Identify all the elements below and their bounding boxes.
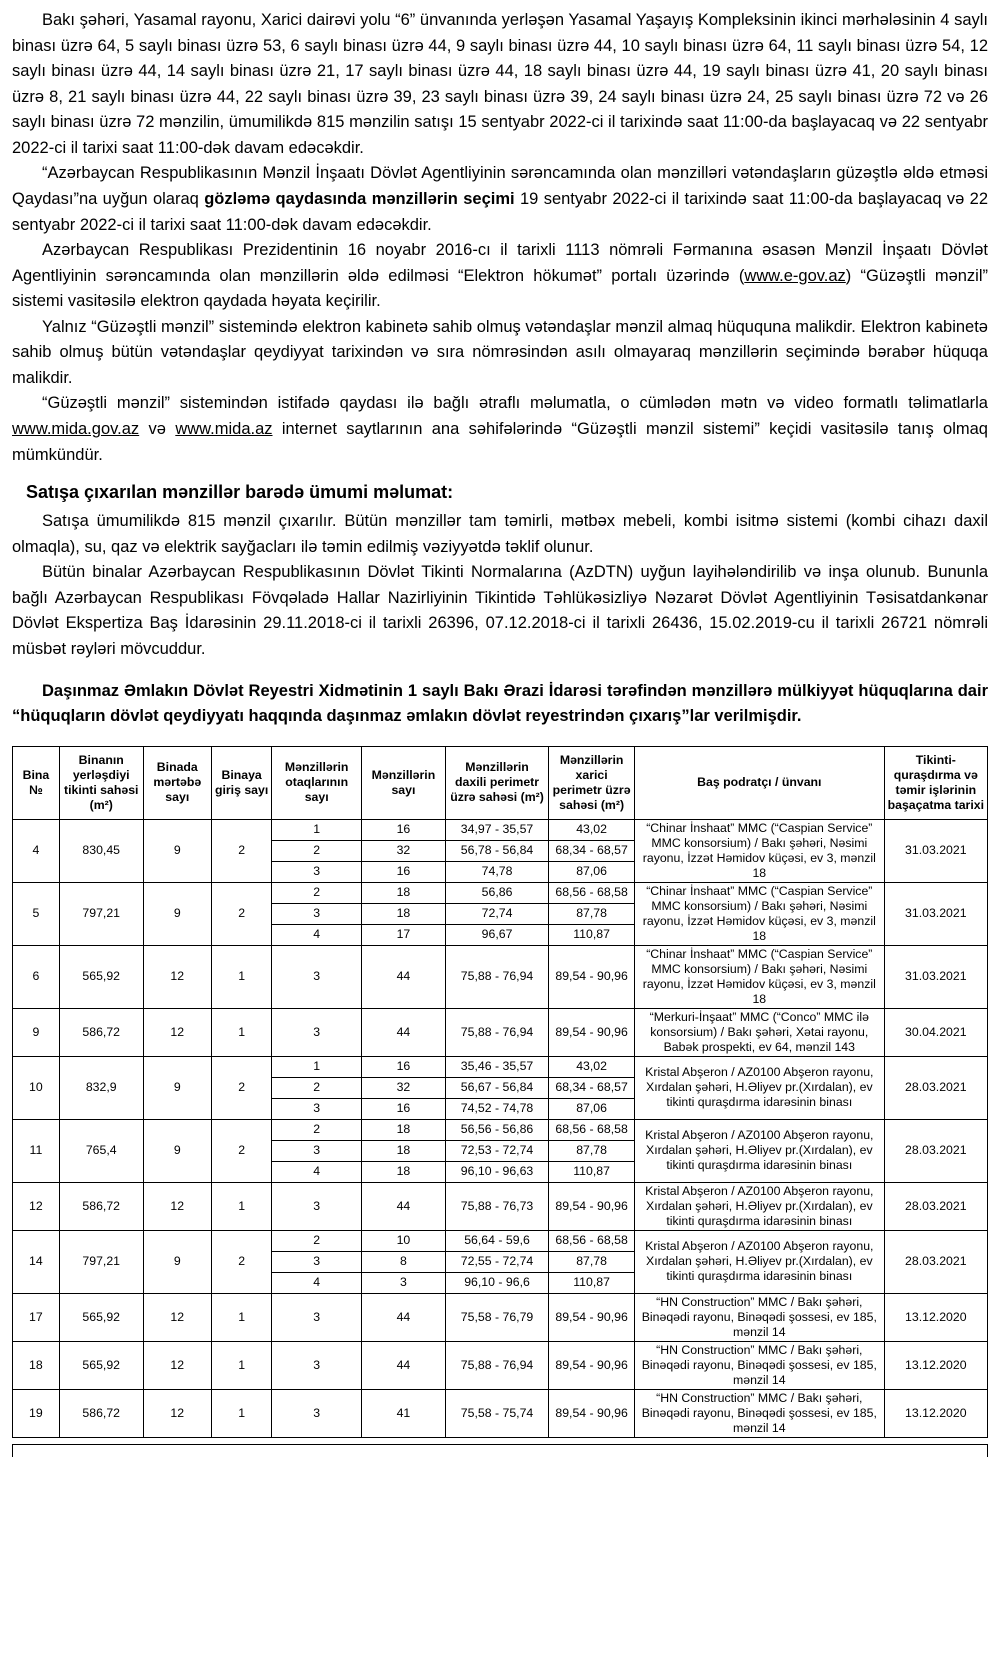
paragraph	[12, 315, 988, 392]
cell-xarici-perimetr: 43,02	[549, 819, 635, 840]
cell-daxili-perimetr: 75,58 - 76,79	[445, 1293, 548, 1341]
cell-tarix: 28.03.2021	[884, 1056, 987, 1119]
cell-podratci: “HN Construction” MMC / Bakı şəhəri, Binəqədi rayonu, Binəqədi şossesi, ev 185, mənzil 14	[635, 1293, 885, 1341]
cell-tikinti-sahesi: 565,92	[59, 945, 143, 1008]
cell-menzil-sayi: 18	[362, 882, 446, 903]
cell-menzil-sayi: 10	[362, 1230, 446, 1251]
paragraph	[12, 679, 988, 730]
cell-giris-sayi: 1	[211, 1341, 271, 1389]
cell-xarici-perimetr: 68,56 - 68,58	[549, 1119, 635, 1140]
column-header: Binaya giriş sayı	[211, 746, 271, 819]
cell-xarici-perimetr: 68,56 - 68,58	[549, 1230, 635, 1251]
cell-otaq-sayi: 3	[272, 1251, 362, 1272]
cell-menzil-sayi: 16	[362, 1098, 446, 1119]
cell-menzil-sayi: 44	[362, 1182, 446, 1230]
cell-xarici-perimetr: 89,54 - 90,96	[549, 945, 635, 1008]
cell-daxili-perimetr: 96,67	[445, 924, 548, 945]
column-header: Baş podratçı / ünvanı	[635, 746, 885, 819]
paragraph	[12, 8, 988, 161]
cell-xarici-perimetr: 89,54 - 90,96	[549, 1293, 635, 1341]
cell-otaq-sayi: 2	[272, 1230, 362, 1251]
apartments-table-body	[13, 819, 988, 1437]
cell-menzil-sayi: 44	[362, 1341, 446, 1389]
cell-otaq-sayi: 3	[272, 903, 362, 924]
cell-daxili-perimetr: 75,88 - 76,94	[445, 1008, 548, 1056]
table-row	[13, 1389, 988, 1437]
cell-xarici-perimetr: 87,06	[549, 861, 635, 882]
cell-otaq-sayi: 1	[272, 1056, 362, 1077]
cell-xarici-perimetr: 110,87	[549, 924, 635, 945]
cell-menzil-sayi: 32	[362, 840, 446, 861]
cell-otaq-sayi: 3	[272, 1008, 362, 1056]
cell-daxili-perimetr: 96,10 - 96,63	[445, 1161, 548, 1182]
cell-daxili-perimetr: 75,88 - 76,94	[445, 1341, 548, 1389]
cell-tikinti-sahesi: 765,4	[59, 1119, 143, 1182]
cell-menzil-sayi: 16	[362, 861, 446, 882]
apartments-table-header-row	[13, 746, 988, 819]
cell-podratci: “Chinar İnshaat” MMC (“Caspian Service” MMC konsorsium) / Bakı şəhəri, Nəsimi rayonu, İzzət Həmidov küçəsi, ev 3, mənzil 18	[635, 945, 885, 1008]
cell-mertebe-sayi: 9	[143, 882, 211, 945]
cell-giris-sayi: 1	[211, 1293, 271, 1341]
cell-bina-no: 14	[13, 1230, 60, 1293]
cell-menzil-sayi: 16	[362, 1056, 446, 1077]
text-run: “Güzəştli mənzil” sistemindən istifadə qaydası ilə bağlı ətraflı məlumatla, o cümlədən mətn və video formatlı təlimatlarla	[42, 394, 988, 413]
cell-tikinti-sahesi: 586,72	[59, 1008, 143, 1056]
cell-otaq-sayi: 2	[272, 882, 362, 903]
cell-giris-sayi: 2	[211, 1119, 271, 1182]
paragraph	[12, 238, 988, 315]
cell-tarix: 28.03.2021	[884, 1119, 987, 1182]
column-header: Mənzillərin otaqlarının sayı	[272, 746, 362, 819]
cell-tikinti-sahesi: 586,72	[59, 1182, 143, 1230]
column-header: Mənzillərin sayı	[362, 746, 446, 819]
cell-giris-sayi: 2	[211, 819, 271, 882]
cell-daxili-perimetr: 72,53 - 72,74	[445, 1140, 548, 1161]
cell-tarix: 31.03.2021	[884, 945, 987, 1008]
cell-xarici-perimetr: 68,34 - 68,57	[549, 840, 635, 861]
cell-daxili-perimetr: 72,55 - 72,74	[445, 1251, 548, 1272]
cell-xarici-perimetr: 89,54 - 90,96	[549, 1389, 635, 1437]
cell-mertebe-sayi: 9	[143, 1119, 211, 1182]
cell-tarix: 13.12.2020	[884, 1389, 987, 1437]
text-run: və	[139, 420, 176, 438]
section-heading: Satışa çıxarılan mənzillər barədə ümumi məlumat:	[26, 482, 454, 503]
cell-otaq-sayi: 2	[272, 1077, 362, 1098]
cell-otaq-sayi: 4	[272, 924, 362, 945]
text-run: Yalnız “Güzəştli mənzil” sistemində elektron kabinetə sahib olmuş vətəndaşlar mənzil almaq hüququna malikdir. Elektron kabinetə sahib olmuş bütün vətəndaşlar qeydiyyat tarixindən və sıra nömrəsindən asılı olmayaraq mənzillərin seçimində bərabər hüquqa malikdir.	[12, 317, 988, 387]
cell-xarici-perimetr: 87,78	[549, 1251, 635, 1272]
cell-giris-sayi: 1	[211, 1008, 271, 1056]
cell-otaq-sayi: 3	[272, 945, 362, 1008]
cell-menzil-sayi: 44	[362, 945, 446, 1008]
cell-podratci: “HN Construction” MMC / Bakı şəhəri, Binəqədi rayonu, Binəqədi şossesi, ev 185, mənzil 14	[635, 1341, 885, 1389]
text-run: Bakı şəhəri, Yasamal rayonu, Xarici dairəvi yolu “6” ünvanında yerləşən Yasamal Yaşayış Kompleksinin ikinci mərhələsinin 4 saylı binası üzrə 64, 5 saylı binası üzrə 53, 6 saylı binası üzrə 44, 9 saylı binası üzrə 44, 10 saylı binası üzrə 64, 11 saylı binası üzrə 54, 12 saylı binası üzrə 44, 14 saylı binası üzrə 21, 17 saylı binası üzrə 44, 18 saylı binası üzrə 44, 19 saylı binası üzrə 41, 20 saylı binası üzrə 8, 21 saylı binası üzrə 44, 22 saylı binası üzrə 39, 23 saylı binası üzrə 39, 24 saylı binası üzrə 24, 25 saylı binası üzrə 72 və 26 saylı binası üzrə 72 mənzilin, ümumilikdə 815 mənzilin satışı 15 sentyabr 2022-ci il tarixində saat 11:00-da başlayacaq və 22 sentyabr 2022-ci il tarixi saat 11:00-dək davam edəcəkdir.	[12, 11, 988, 157]
cell-menzil-sayi: 32	[362, 1077, 446, 1098]
cell-otaq-sayi: 3	[272, 1341, 362, 1389]
apartments-table	[12, 746, 988, 1438]
cell-tikinti-sahesi: 830,45	[59, 819, 143, 882]
cell-xarici-perimetr: 87,78	[549, 903, 635, 924]
cell-menzil-sayi: 41	[362, 1389, 446, 1437]
cell-bina-no: 17	[13, 1293, 60, 1341]
table-row	[13, 1119, 988, 1140]
next-table-partial	[12, 1444, 988, 1457]
column-header: Tikinti-quraşdırma və təmir işlərinin başaçatma tarixi	[884, 746, 987, 819]
cell-otaq-sayi: 3	[272, 1293, 362, 1341]
cell-menzil-sayi: 44	[362, 1008, 446, 1056]
cell-tikinti-sahesi: 565,92	[59, 1341, 143, 1389]
cell-xarici-perimetr: 87,78	[549, 1140, 635, 1161]
cell-menzil-sayi: 18	[362, 1161, 446, 1182]
cell-daxili-perimetr: 56,86	[445, 882, 548, 903]
cell-daxili-perimetr: 34,97 - 35,57	[445, 819, 548, 840]
cell-giris-sayi: 2	[211, 882, 271, 945]
cell-tikinti-sahesi: 586,72	[59, 1389, 143, 1437]
table-row	[13, 1008, 988, 1056]
cell-podratci: Kristal Abşeron / AZ0100 Abşeron rayonu, Xırdalan şəhəri, H.Əliyev pr.(Xırdalan), ev tikinti quraşdırma idarəsinin binası	[635, 1182, 885, 1230]
cell-giris-sayi: 2	[211, 1056, 271, 1119]
table-row	[13, 1230, 988, 1251]
cell-podratci: “Chinar İnshaat” MMC (“Caspian Service” MMC konsorsium) / Bakı şəhəri, Nəsimi rayonu, İzzət Həmidov küçəsi, ev 3, mənzil 18	[635, 819, 885, 882]
cell-podratci: “Merkuri-İnşaat” MMC (“Conco” MMC ilə konsorsium) / Bakı şəhəri, Xətai rayonu, Babək prospekti, ev 64, mənzil 143	[635, 1008, 885, 1056]
paragraph	[12, 391, 988, 468]
cell-otaq-sayi: 4	[272, 1161, 362, 1182]
cell-otaq-sayi: 3	[272, 1389, 362, 1437]
cell-tikinti-sahesi: 797,21	[59, 1230, 143, 1293]
cell-mertebe-sayi: 12	[143, 1389, 211, 1437]
cell-podratci: “Chinar İnshaat” MMC (“Caspian Service” MMC konsorsium) / Bakı şəhəri, Nəsimi rayonu, İzzət Həmidov küçəsi, ev 3, mənzil 18	[635, 882, 885, 945]
cell-mertebe-sayi: 9	[143, 819, 211, 882]
cell-otaq-sayi: 1	[272, 819, 362, 840]
table-row	[13, 819, 988, 840]
cell-xarici-perimetr: 89,54 - 90,96	[549, 1008, 635, 1056]
cell-tarix: 30.04.2021	[884, 1008, 987, 1056]
cell-xarici-perimetr: 43,02	[549, 1056, 635, 1077]
link[interactable]: www.e-gov.az	[744, 266, 846, 285]
cell-tikinti-sahesi: 565,92	[59, 1293, 143, 1341]
cell-mertebe-sayi: 12	[143, 1293, 211, 1341]
table-row	[13, 1182, 988, 1230]
cell-giris-sayi: 1	[211, 1389, 271, 1437]
cell-xarici-perimetr: 68,56 - 68,58	[549, 882, 635, 903]
cell-daxili-perimetr: 96,10 - 96,6	[445, 1272, 548, 1293]
cell-tarix: 13.12.2020	[884, 1341, 987, 1389]
cell-xarici-perimetr: 110,87	[549, 1161, 635, 1182]
cell-podratci: Kristal Abşeron / AZ0100 Abşeron rayonu, Xırdalan şəhəri, H.Əliyev pr.(Xırdalan), ev tikinti quraşdırma idarəsinin binası	[635, 1056, 885, 1119]
cell-daxili-perimetr: 35,46 - 35,57	[445, 1056, 548, 1077]
cell-otaq-sayi: 3	[272, 1140, 362, 1161]
text-run: gözləmə qaydasında mənzillərin seçimi	[204, 189, 515, 208]
cell-mertebe-sayi: 12	[143, 945, 211, 1008]
cell-tarix: 28.03.2021	[884, 1182, 987, 1230]
cell-giris-sayi: 1	[211, 1182, 271, 1230]
link[interactable]: www.mida.az	[175, 420, 273, 438]
cell-xarici-perimetr: 110,87	[549, 1272, 635, 1293]
cell-bina-no: 19	[13, 1389, 60, 1437]
text-run: Bütün binalar Azərbaycan Respublikasının Dövlət Tikinti Normalarına (AzDTN) uyğun layihələndirilib və inşa olunub. Bununla bağlı Azərbaycan Respublikası Fövqəladə Hallar Nazirliyinin Tikintidə Təhlükəsizliyə Nəzarət Dövlət Agentliyinin Təsisatdankənar Dövlət Ekspertiza Baş İdarəsinin 29.11.2018-ci il tarixli 26396, 07.12.2018-ci il tarixli 26436, 15.02.2019-cu il tarixli 26721 nömrəli müsbət rəyləri mövcuddur.	[12, 563, 988, 658]
cell-menzil-sayi: 18	[362, 903, 446, 924]
table-row	[13, 1341, 988, 1389]
cell-daxili-perimetr: 56,78 - 56,84	[445, 840, 548, 861]
cell-daxili-perimetr: 56,56 - 56,86	[445, 1119, 548, 1140]
cell-xarici-perimetr: 87,06	[549, 1098, 635, 1119]
cell-podratci: Kristal Abşeron / AZ0100 Abşeron rayonu, Xırdalan şəhəri, H.Əliyev pr.(Xırdalan), ev tikinti quraşdırma idarəsinin binası	[635, 1119, 885, 1182]
cell-otaq-sayi: 4	[272, 1272, 362, 1293]
cell-daxili-perimetr: 74,78	[445, 861, 548, 882]
column-header: Binada mərtəbə sayı	[143, 746, 211, 819]
cell-xarici-perimetr: 89,54 - 90,96	[549, 1341, 635, 1389]
cell-xarici-perimetr: 68,34 - 68,57	[549, 1077, 635, 1098]
cell-tarix: 28.03.2021	[884, 1230, 987, 1293]
cell-otaq-sayi: 2	[272, 840, 362, 861]
intro-paragraphs	[12, 8, 988, 468]
column-header: Mənzillərin xarici perimetr üzrə sahəsi (m²)	[549, 746, 635, 819]
cell-menzil-sayi: 18	[362, 1119, 446, 1140]
table-row	[13, 1056, 988, 1077]
cell-tarix: 31.03.2021	[884, 819, 987, 882]
paragraph	[12, 560, 988, 662]
cell-mertebe-sayi: 12	[143, 1008, 211, 1056]
text-run: “Azərbaycan Respublikasının Mənzil İnşaatı Dövlət Agentliyinin sərəncamında olan mənzilləri vətəndaşların güzəştlə əldə etməsi Qaydası”na uyğun olaraq	[12, 164, 988, 208]
cell-mertebe-sayi: 12	[143, 1182, 211, 1230]
cell-giris-sayi: 1	[211, 945, 271, 1008]
cell-daxili-perimetr: 75,58 - 75,74	[445, 1389, 548, 1437]
table-row	[13, 1293, 988, 1341]
cell-bina-no: 9	[13, 1008, 60, 1056]
cell-bina-no: 10	[13, 1056, 60, 1119]
cell-podratci: Kristal Abşeron / AZ0100 Abşeron rayonu, Xırdalan şəhəri, H.Əliyev pr.(Xırdalan), ev tikinti quraşdırma idarəsinin binası	[635, 1230, 885, 1293]
cell-daxili-perimetr: 75,88 - 76,73	[445, 1182, 548, 1230]
cell-bina-no: 11	[13, 1119, 60, 1182]
cell-tikinti-sahesi: 832,9	[59, 1056, 143, 1119]
cell-otaq-sayi: 3	[272, 1098, 362, 1119]
cell-tikinti-sahesi: 797,21	[59, 882, 143, 945]
cell-menzil-sayi: 16	[362, 819, 446, 840]
cell-mertebe-sayi: 9	[143, 1056, 211, 1119]
cell-daxili-perimetr: 56,64 - 59,6	[445, 1230, 548, 1251]
column-header: Mənzillərin daxili perimetr üzrə sahəsi (m²)	[445, 746, 548, 819]
text-run: ) “Güzəştli mənzil” sistemi vasitəsilə elektron qaydada həyata keçirilir.	[12, 266, 988, 311]
cell-menzil-sayi: 3	[362, 1272, 446, 1293]
text-run: Azərbaycan Respublikası Prezidentinin 16 noyabr 2016-cı il tarixli 1113 nömrəli Fərmanına əsasən Mənzil İnşaatı Dövlət Agentliyinin sərəncamında olan mənzillərin əldə edilməsi “Elektron hökumət” portalı üzərində (	[12, 241, 988, 285]
cell-otaq-sayi: 2	[272, 1119, 362, 1140]
cell-daxili-perimetr: 74,52 - 74,78	[445, 1098, 548, 1119]
cell-giris-sayi: 2	[211, 1230, 271, 1293]
cell-bina-no: 18	[13, 1341, 60, 1389]
cell-otaq-sayi: 3	[272, 861, 362, 882]
cell-tarix: 31.03.2021	[884, 882, 987, 945]
text-run: internet saytlarının ana səhifələrində “Güzəştli mənzil sistemi” keçidi vasitəsilə tanış olmaq mümkündür.	[12, 420, 988, 464]
cell-tarix: 13.12.2020	[884, 1293, 987, 1341]
cell-daxili-perimetr: 72,74	[445, 903, 548, 924]
cell-mertebe-sayi: 12	[143, 1341, 211, 1389]
cell-menzil-sayi: 44	[362, 1293, 446, 1341]
cell-bina-no: 4	[13, 819, 60, 882]
cell-daxili-perimetr: 75,88 - 76,94	[445, 945, 548, 1008]
cell-menzil-sayi: 8	[362, 1251, 446, 1272]
paragraph	[12, 161, 988, 238]
cell-menzil-sayi: 18	[362, 1140, 446, 1161]
link[interactable]: www.mida.gov.az	[12, 420, 140, 438]
cell-daxili-perimetr: 56,67 - 56,84	[445, 1077, 548, 1098]
cell-podratci: “HN Construction” MMC / Bakı şəhəri, Binəqədi rayonu, Binəqədi şossesi, ev 185, mənzil 14	[635, 1389, 885, 1437]
column-header: Bina №	[13, 746, 60, 819]
paragraph	[12, 509, 988, 560]
text-run: Satışa ümumilikdə 815 mənzil çıxarılır. Bütün mənzillər tam təmirli, mətbəx mebeli, kombi isitmə sistemi (kombi cihazı daxil olmaqla), su, qaz və elektrik sayğacları ilə təmin edilmiş vəziyyətdə təklif olunur.	[12, 512, 988, 556]
cell-mertebe-sayi: 9	[143, 1230, 211, 1293]
text-run: Daşınmaz Əmlakın Dövlət Reyestri Xidmətinin 1 saylı Bakı Ərazi İdarəsi tərəfindən mənzillərə mülkiyyət hüquqlarına dair “hüquqların dövlət qeydiyyatı haqqında daşınmaz əmlakın dövlət reyestrindən çıxarış”lar verilmişdir.	[12, 681, 988, 726]
cell-menzil-sayi: 17	[362, 924, 446, 945]
table-row	[13, 945, 988, 1008]
table-row	[13, 882, 988, 903]
cell-bina-no: 5	[13, 882, 60, 945]
info-paragraphs	[12, 509, 988, 730]
text-run: 19 sentyabr 2022-ci il tarixində saat 11:00-da başlayacaq və 22 sentyabr 2022-ci il tarixi saat 11:00-dək davam edəcəkdir.	[12, 189, 988, 234]
cell-bina-no: 12	[13, 1182, 60, 1230]
column-header: Binanın yerləşdiyi tikinti sahəsi (m²)	[59, 746, 143, 819]
cell-otaq-sayi: 3	[272, 1182, 362, 1230]
cell-xarici-perimetr: 89,54 - 90,96	[549, 1182, 635, 1230]
cell-bina-no: 6	[13, 945, 60, 1008]
